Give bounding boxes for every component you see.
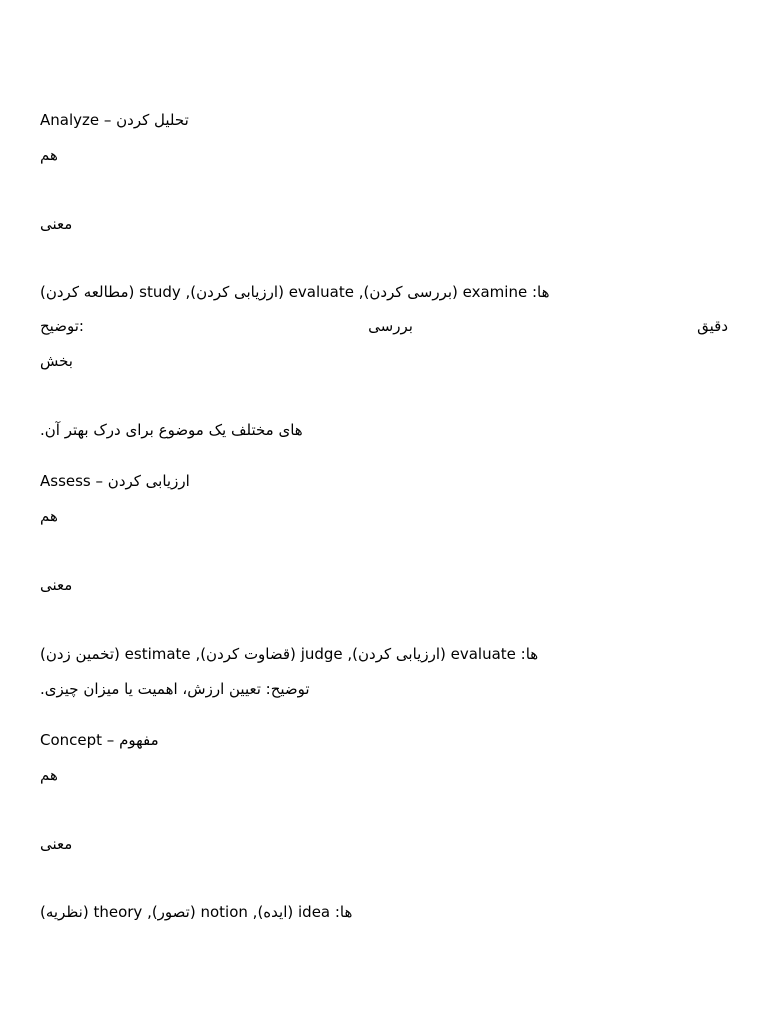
synonym-label-part-2: معنی xyxy=(40,576,73,594)
description-line-analyze xyxy=(40,316,728,336)
description-line-assess: توضیح: تعیین ارزش، اهمیت یا میزان چیزی. xyxy=(40,680,310,698)
synonym-label-part-2: معنی xyxy=(40,215,73,233)
synonyms-line-concept: ها: idea (ایده), notion (تصور), theory (نظریه) xyxy=(40,903,353,921)
description-word: توضیح: xyxy=(40,317,84,335)
synonyms-line-analyze: ها: examine (بررسی کردن), evaluate (ارزیابی کردن), study (مطالعه کردن) xyxy=(40,283,550,301)
entry-heading-analyze: Analyze – تحلیل کردن xyxy=(40,111,189,129)
synonym-label-part-1: هم xyxy=(40,507,58,525)
synonym-label-part-1: هم xyxy=(40,766,58,784)
entry-heading-assess: Assess – ارزیابی کردن xyxy=(40,472,190,490)
synonym-label-part-2: معنی xyxy=(40,835,73,853)
description-word: بررسی xyxy=(368,317,413,335)
entry-heading-concept: Concept – مفهوم xyxy=(40,731,159,749)
synonyms-line-assess: ها: evaluate (ارزیابی کردن), judge (قضاوت کردن), estimate (تخمین زدن) xyxy=(40,645,539,663)
description-continuation: بخش xyxy=(40,352,73,370)
description-continuation: های مختلف یک موضوع برای درک بهتر آن. xyxy=(40,421,303,439)
description-word: دقیق xyxy=(697,317,728,335)
synonym-label-part-1: هم xyxy=(40,146,58,164)
